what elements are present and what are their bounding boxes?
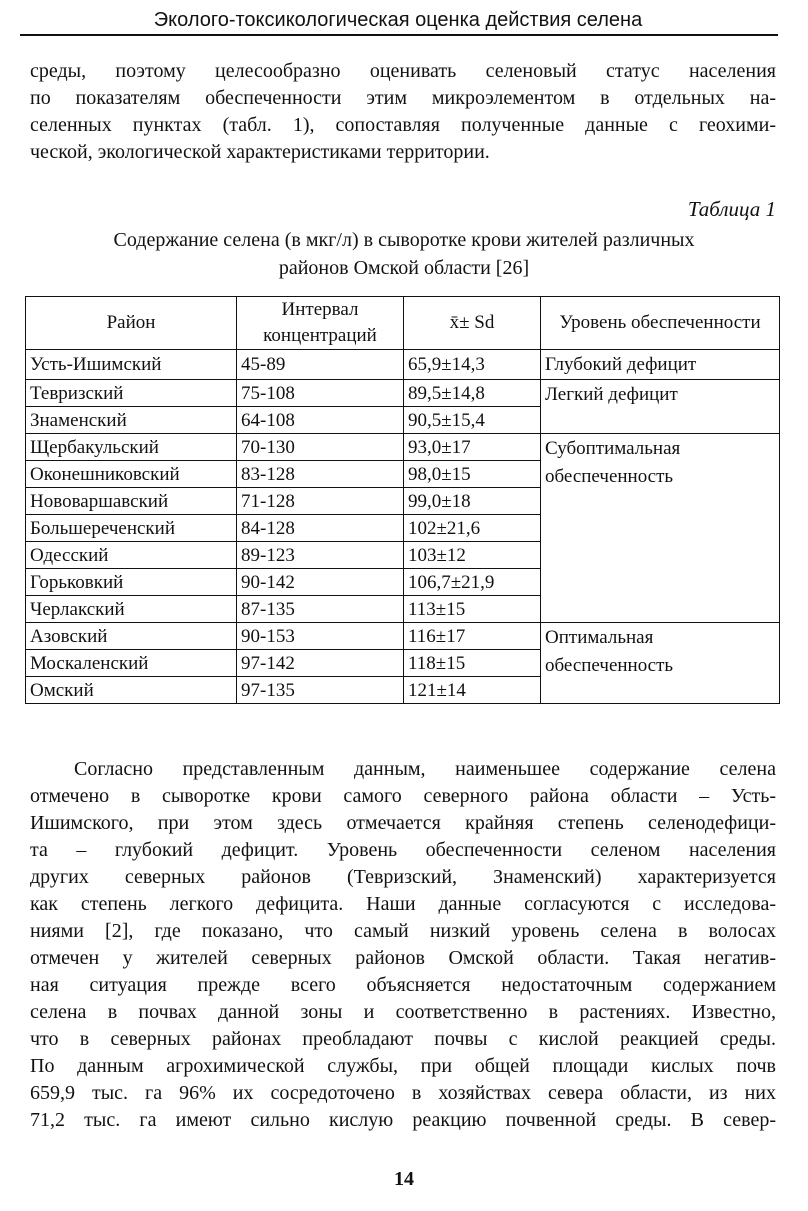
table-header-row bbox=[26, 297, 780, 350]
text-line: отмечено в сыворотке крови самого северного района области – Усть- bbox=[30, 785, 776, 807]
text-line: По данным агрохимической службы, при общей площади кислых почв bbox=[30, 1055, 776, 1077]
cell-level: Субоптимальная обеспеченность bbox=[541, 434, 780, 623]
cell-interval: 97-135 bbox=[237, 677, 404, 704]
cell-level: Оптимальная обеспеченность bbox=[541, 623, 780, 704]
cell-district: Горьковкий bbox=[26, 569, 237, 596]
cell-mean-sd: 102±21,6 bbox=[404, 515, 541, 542]
cell-mean-sd: 113±15 bbox=[404, 596, 541, 623]
cell-district: Усть-Ишимский bbox=[26, 350, 237, 380]
text-line: селена в почвах данной зоны и соответственно в растениях. Известно, bbox=[30, 1001, 776, 1023]
cell-interval: 83-128 bbox=[237, 461, 404, 488]
running-head: Эколого-токсикологическая оценка действия селена bbox=[153, 9, 643, 31]
cell-district: Оконешниковский bbox=[26, 461, 237, 488]
text-line: 71,2 тыс. га имеют сильно кислую реакцию почвенной среды. В север- bbox=[30, 1109, 776, 1131]
cell-mean-sd: 99,0±18 bbox=[404, 488, 541, 515]
cell-interval: 90-153 bbox=[237, 623, 404, 650]
cell-interval: 75-108 bbox=[237, 380, 404, 407]
text-line: других северных районов (Тевризский, Знаменский) характеризуется bbox=[30, 866, 776, 888]
cell-district: Нововаршавский bbox=[26, 488, 237, 515]
cell-interval: 71-128 bbox=[237, 488, 404, 515]
cell-district: Азовский bbox=[26, 623, 237, 650]
cell-mean-sd: 121±14 bbox=[404, 677, 541, 704]
header-district: Район bbox=[26, 297, 237, 350]
text-line: 659,9 тыс. га 96% их сосредоточено в хозяйствах севера области, из них bbox=[30, 1082, 776, 1104]
header-level: Уровень обеспеченности bbox=[541, 297, 780, 350]
cell-interval: 45-89 bbox=[237, 350, 404, 380]
cell-district: Знаменский bbox=[26, 407, 237, 434]
table-row bbox=[26, 434, 780, 461]
text-line: Ишимского, при этом здесь отмечается крайняя степень селенодефици- bbox=[30, 812, 776, 834]
cell-district: Тевризский bbox=[26, 380, 237, 407]
cell-mean-sd: 118±15 bbox=[404, 650, 541, 677]
paragraph-intro bbox=[30, 58, 776, 166]
cell-mean-sd: 89,5±14,8 bbox=[404, 380, 541, 407]
cell-district: Одесский bbox=[26, 542, 237, 569]
table-row bbox=[26, 350, 780, 380]
cell-mean-sd: 65,9±14,3 bbox=[404, 350, 541, 380]
cell-district: Щербакульский bbox=[26, 434, 237, 461]
cell-mean-sd: 93,0±17 bbox=[404, 434, 541, 461]
header-rule bbox=[20, 34, 778, 36]
text-line: как степень легкого дефицита. Наши данные согласуются с исследова- bbox=[30, 893, 776, 915]
table-title-line: районов Омской области [26] bbox=[278, 257, 530, 279]
table-row bbox=[26, 623, 780, 650]
cell-district: Черлакский bbox=[26, 596, 237, 623]
table-row bbox=[26, 380, 780, 407]
cell-mean-sd: 90,5±15,4 bbox=[404, 407, 541, 434]
cell-interval: 97-142 bbox=[237, 650, 404, 677]
text-line: селенных пунктах (табл. 1), сопоставляя полученные данные с геохими- bbox=[30, 114, 776, 136]
cell-interval: 87-135 bbox=[237, 596, 404, 623]
cell-interval: 89-123 bbox=[237, 542, 404, 569]
header-mean-sd: x̄± Sd bbox=[404, 297, 541, 350]
cell-level: Глубокий дефицит bbox=[541, 350, 780, 380]
text-line: отмечен у жителей северных районов Омской области. Такая негатив- bbox=[30, 947, 776, 969]
table-label: Таблица 1 bbox=[687, 197, 776, 221]
cell-level: Легкий дефицит bbox=[541, 380, 780, 434]
selenium-table bbox=[25, 296, 780, 704]
table-title bbox=[20, 226, 788, 282]
cell-mean-sd: 98,0±15 bbox=[404, 461, 541, 488]
text-line: Согласно представленным данным, наименьшее содержание селена bbox=[74, 758, 776, 780]
cell-interval: 84-128 bbox=[237, 515, 404, 542]
header-interval: Интервал концентраций bbox=[237, 297, 404, 350]
text-line: та – глубокий дефицит. Уровень обеспеченности селеном населения bbox=[30, 839, 776, 861]
text-line: ная ситуация прежде всего объясняется недостаточным содержанием bbox=[30, 974, 776, 996]
text-line: среды, поэтому целесообразно оценивать селеновый статус населения bbox=[30, 60, 776, 82]
cell-district: Омский bbox=[26, 677, 237, 704]
text-line: ческой, экологической характеристиками территории. bbox=[30, 141, 490, 163]
cell-district: Москаленский bbox=[26, 650, 237, 677]
text-line: ниями [2], где показано, что самый низкий уровень селена в волосах bbox=[30, 920, 776, 942]
cell-interval: 90-142 bbox=[237, 569, 404, 596]
cell-interval: 64-108 bbox=[237, 407, 404, 434]
text-line: что в северных районах преобладают почвы с кислой реакцией среды. bbox=[30, 1028, 776, 1050]
cell-mean-sd: 106,7±21,9 bbox=[404, 569, 541, 596]
cell-mean-sd: 116±17 bbox=[404, 623, 541, 650]
page-number: 14 bbox=[394, 1168, 414, 1190]
cell-mean-sd: 103±12 bbox=[404, 542, 541, 569]
paragraph-discussion bbox=[30, 756, 776, 1134]
table-title-line: Содержание селена (в мкг/л) в сыворотке крови жителей различных bbox=[113, 229, 695, 251]
text-line: по показателям обеспеченности этим микроэлементом в отдельных на- bbox=[30, 87, 776, 109]
cell-district: Большереченский bbox=[26, 515, 237, 542]
cell-interval: 70-130 bbox=[237, 434, 404, 461]
